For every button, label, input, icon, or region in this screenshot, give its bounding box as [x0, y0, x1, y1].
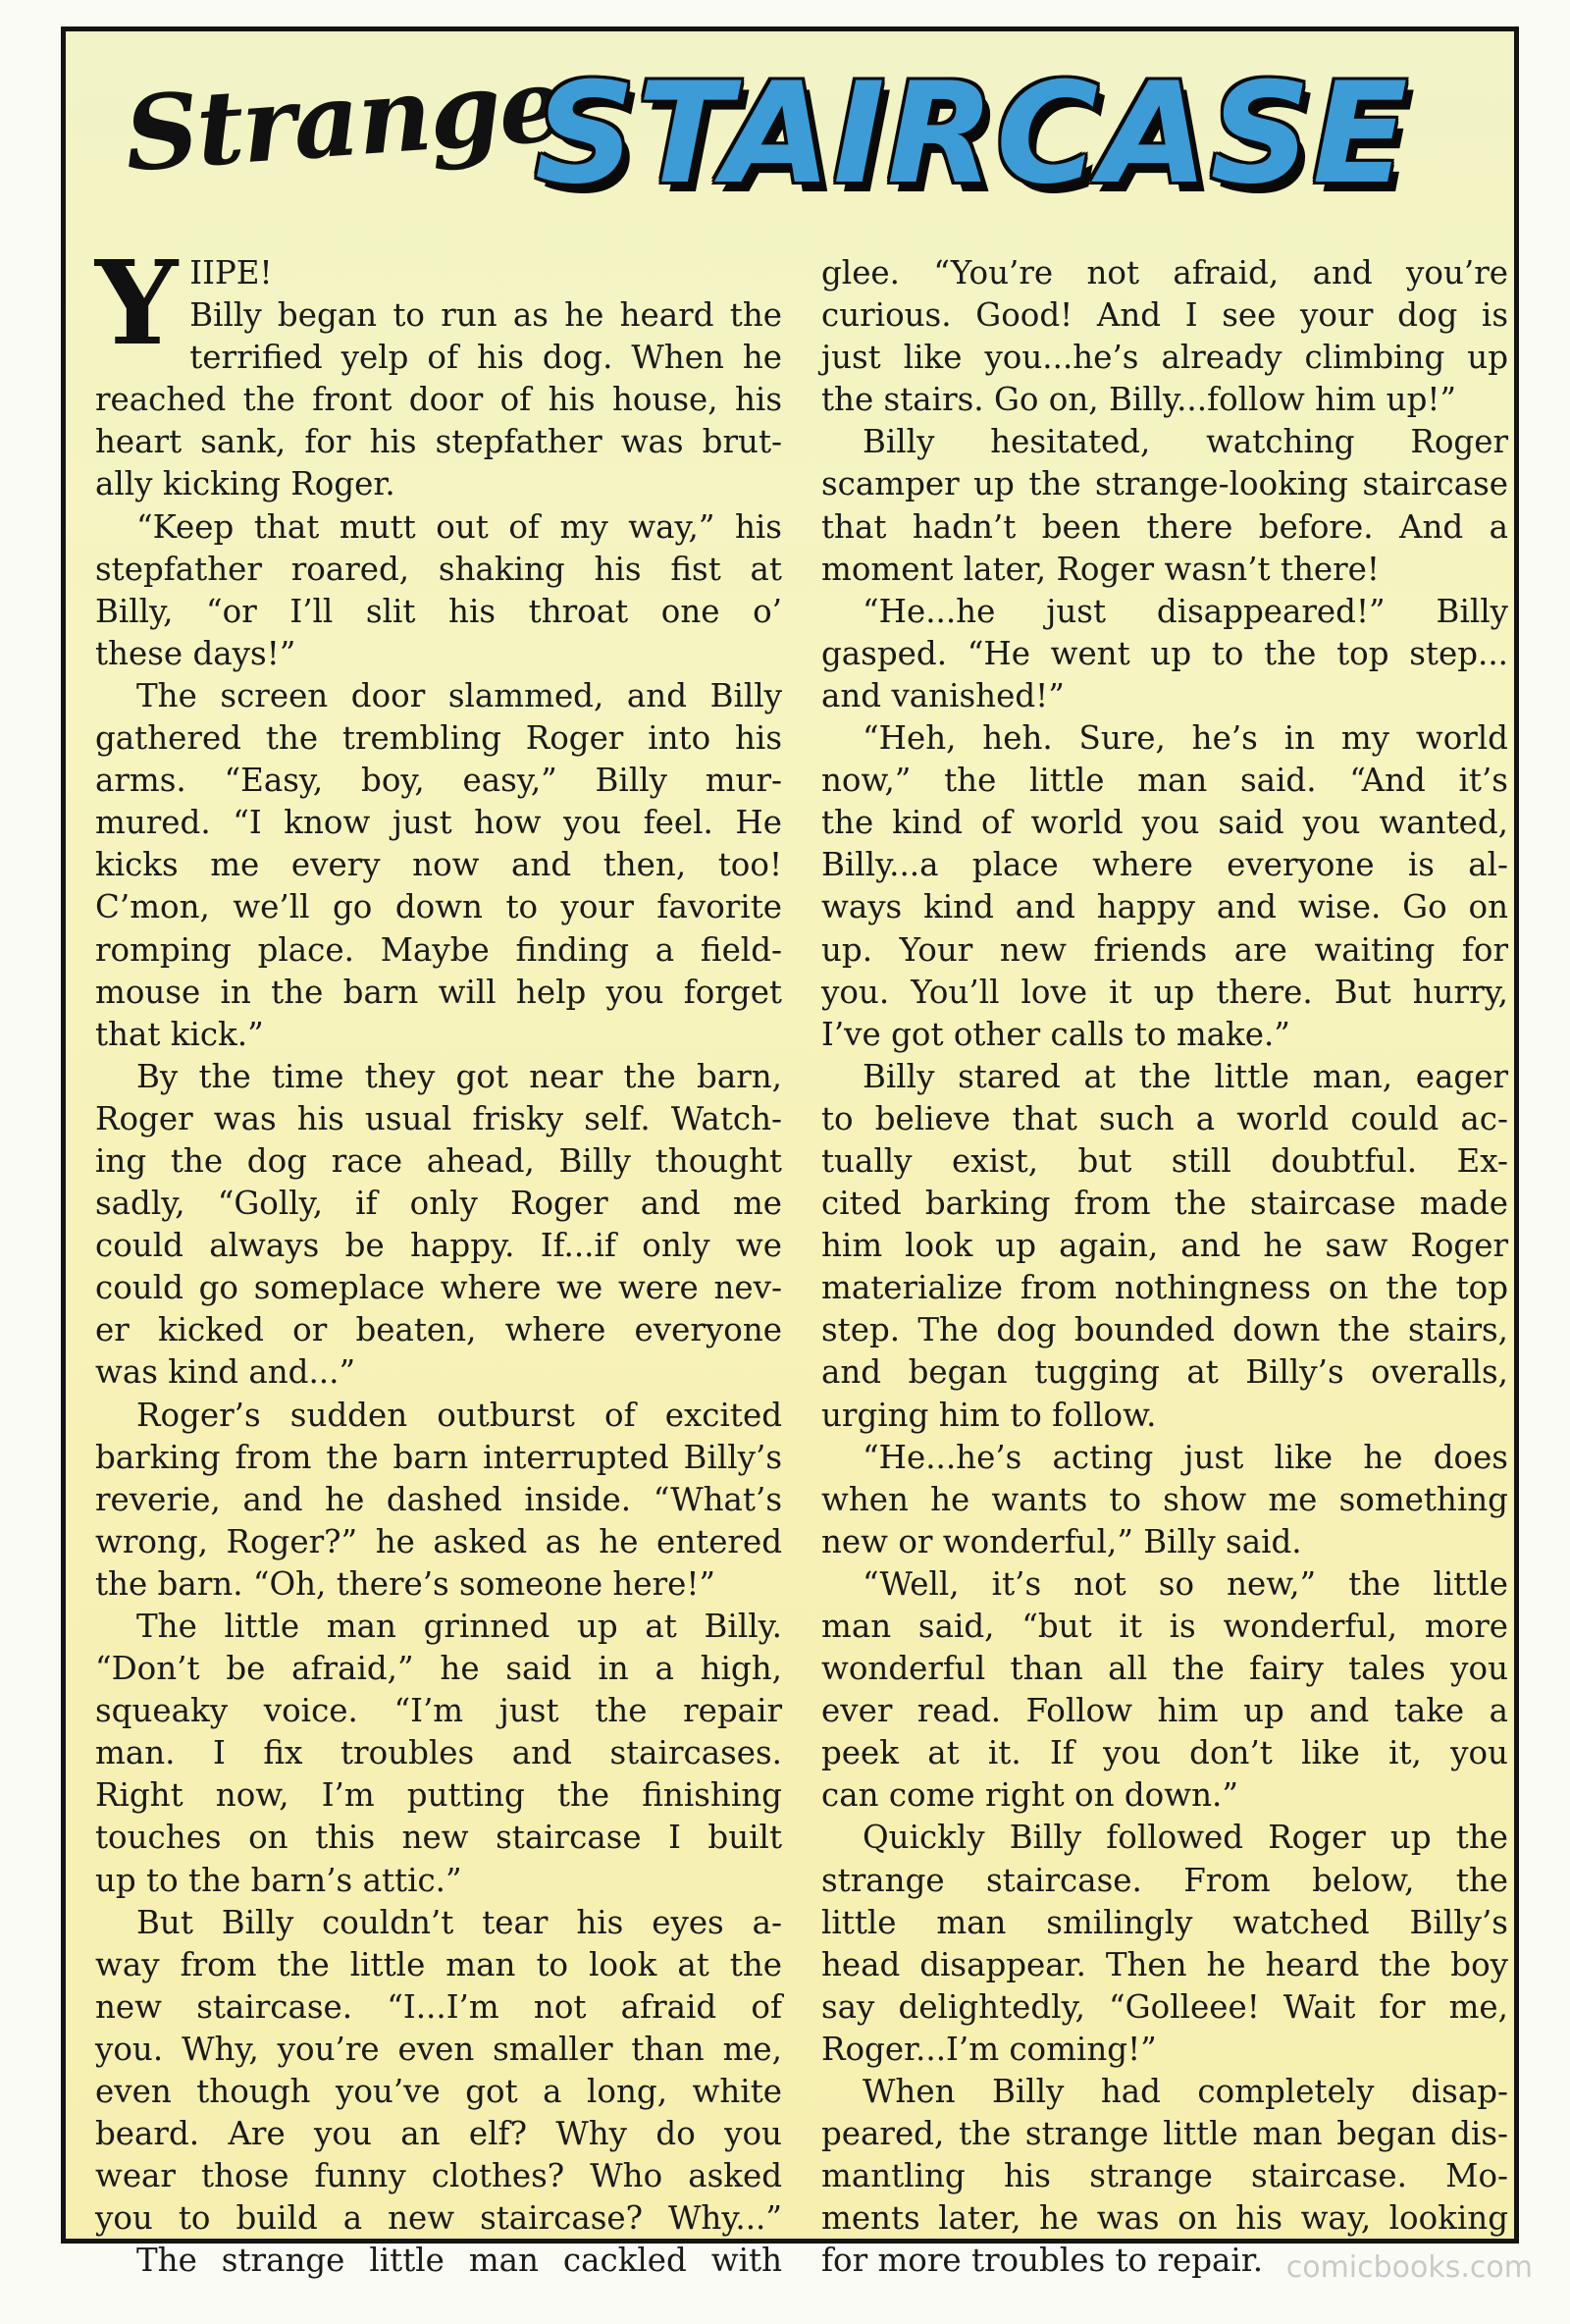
title-script-word: Strange	[121, 43, 566, 195]
text-line: By the time they got near the barn,	[136, 1057, 782, 1095]
text-line: sadly, “Golly, if only Roger and me	[95, 1185, 782, 1223]
text-line: peared, the strange little man began dis-	[821, 2115, 1508, 2153]
text-line: little man smilingly watched Billy’s	[821, 1903, 1508, 1941]
text-line: say delightedly, “Golleee! Wait for me,	[821, 1987, 1508, 2026]
text-line: glee. “You’re not afraid, and you’re	[821, 254, 1508, 291]
right-column	[821, 252, 1508, 2283]
text-line: Roger...I’m coming!”	[821, 2030, 1157, 2068]
text-line: squeaky voice. “I’m just the repair	[95, 1692, 782, 1730]
text-line: Billy began to run as he heard the	[189, 296, 782, 335]
text-line: cited barking from the staircase made	[821, 1185, 1508, 1223]
text-line: kicks me every now and then, too!	[95, 846, 782, 884]
text-line: strange staircase. From below, the	[821, 1861, 1508, 1899]
text-line: you. Why, you’re even smaller than me,	[95, 2030, 782, 2068]
text-line: C’mon, we’ll go down to your favorite	[95, 888, 782, 926]
text-line: romping place. Maybe finding a field-	[95, 930, 782, 969]
text-line: “He...he’s acting just like he does	[863, 1438, 1508, 1476]
text-line: these days!”	[95, 634, 296, 672]
text-line: could go someplace where we were nev-	[95, 1269, 782, 1307]
text-line: to believe that such a world could ac-	[821, 1099, 1508, 1137]
text-line: wear those funny clothes? Who asked	[95, 2157, 782, 2195]
drop-cap: Y	[95, 235, 179, 371]
text-line: The strange little man cackled with	[136, 2242, 782, 2280]
title-block-word: STAIRCASE	[535, 53, 1410, 215]
text-line: ments later, he was on his way, looking	[821, 2199, 1508, 2238]
text-line: when he wants to show me something	[821, 1480, 1508, 1518]
text-line: Billy hesitated, watching Roger	[863, 423, 1508, 461]
text-line: er kicked or beaten, where everyone	[95, 1311, 782, 1349]
text-line: “He...he just disappeared!” Billy	[863, 592, 1508, 630]
text-line: even though you’ve got a long, white	[95, 2073, 782, 2111]
left-column	[95, 235, 782, 2283]
text-line: mantling his strange staircase. Mo-	[821, 2157, 1508, 2195]
story-title	[66, 31, 1514, 252]
text-line: arms. “Easy, boy, easy,” Billy mur-	[95, 762, 782, 800]
text-line: and vanished!”	[821, 676, 1065, 714]
text-line: The screen door slammed, and Billy	[136, 676, 782, 714]
text-line: new or wonderful,” Billy said.	[821, 1522, 1302, 1560]
text-line: touches on this new staircase I built	[95, 1819, 782, 1857]
text-line: the kind of world you said you wanted,	[821, 804, 1508, 842]
text-line: the barn. “Oh, there’s someone here!”	[95, 1564, 716, 1603]
text-line: scamper up the strange-looking staircase	[821, 465, 1508, 503]
text-line: materialize from nothingness on the top	[821, 1269, 1508, 1307]
text-line: peek at it. If you don’t like it, you	[821, 1734, 1508, 1772]
text-line: was kind and...”	[95, 1353, 356, 1392]
text-line: ways kind and happy and wise. Go on	[821, 888, 1508, 926]
text-line: barking from the barn interrupted Billy’s	[95, 1438, 782, 1476]
text-line: gasped. “He went up to the top step...	[821, 634, 1508, 672]
text-line: mured. “I know just how you feel. He	[95, 804, 782, 842]
text-line: man. I fix troubles and staircases.	[95, 1734, 782, 1772]
text-line: gathered the trembling Roger into his	[95, 719, 782, 758]
text-line: way from the little man to look at the	[95, 1945, 782, 1983]
text-line: step. The dog bounded down the stairs,	[821, 1311, 1508, 1349]
text-line: for more troubles to repair.	[821, 2242, 1264, 2280]
text-line: you to build a new staircase? Why...”	[95, 2199, 782, 2238]
text-line: “Don’t be afraid,” he said in a high,	[95, 1650, 782, 1688]
text-line: up. Your new friends are waiting for	[821, 930, 1508, 969]
text-line: wrong, Roger?” he asked as he entered	[95, 1522, 782, 1560]
text-line: reverie, and he dashed inside. “What’s	[95, 1480, 782, 1518]
text-line: Roger’s sudden outburst of excited	[136, 1396, 782, 1434]
text-line: Billy...a place where everyone is al-	[821, 846, 1508, 884]
text-line: that kick.”	[95, 1015, 264, 1053]
text-line: terrified yelp of his dog. When he	[189, 339, 782, 377]
text-line: “Well, it’s not so new,” the little	[863, 1564, 1508, 1603]
text-line: Quickly Billy followed Roger up the	[863, 1819, 1508, 1857]
text-line: ing the dog race ahead, Billy thought	[95, 1141, 782, 1180]
text-line: new staircase. “I...I’m not afraid of	[95, 1987, 782, 2026]
text-line: The little man grinned up at Billy.	[136, 1608, 782, 1645]
text-line: Billy stared at the little man, eager	[863, 1057, 1508, 1095]
text-line: that hadn’t been there before. And a	[821, 507, 1508, 546]
text-line: I’ve got other calls to make.”	[821, 1015, 1290, 1053]
text-line: curious. Good! And I see your dog is	[821, 296, 1508, 335]
text-line: IIPE!	[189, 254, 273, 291]
text-line: and began tugging at Billy’s overalls,	[821, 1353, 1508, 1392]
text-line: man said, “but it is wonderful, more	[821, 1608, 1508, 1645]
text-line: mouse in the barn will help you forget	[95, 973, 782, 1011]
text-line: the stairs. Go on, Billy...follow him up!”	[821, 381, 1457, 419]
text-line: him look up again, and he saw Roger	[821, 1227, 1508, 1265]
text-line: tually exist, but still doubtful. Ex-	[821, 1141, 1508, 1180]
text-line: But Billy couldn’t tear his eyes a-	[136, 1903, 782, 1941]
text-line: When Billy had completely disap-	[863, 2073, 1508, 2111]
text-line: Right now, I’m putting the finishing	[95, 1776, 782, 1815]
site-watermark: comicbooks.com	[1285, 2250, 1533, 2285]
text-line: reached the front door of his house, his	[95, 381, 782, 419]
text-line: head disappear. Then he heard the boy	[821, 1945, 1508, 1983]
text-line: “Keep that mutt out of my way,” his	[136, 507, 782, 546]
text-line: heart sank, for his stepfather was brut-	[95, 423, 782, 461]
text-line: urging him to follow.	[821, 1396, 1157, 1434]
text-line: “Heh, heh. Sure, he’s in my world	[863, 719, 1508, 758]
text-line: wonderful than all the fairy tales you	[821, 1650, 1508, 1688]
text-line: just like you...he’s already climbing up	[821, 339, 1508, 377]
text-line: beard. Are you an elf? Why do you	[95, 2115, 782, 2153]
text-line: now,” the little man said. “And it’s	[821, 762, 1508, 800]
text-line: moment later, Roger wasn’t there!	[821, 550, 1380, 588]
text-line: ally kicking Roger.	[95, 465, 395, 503]
text-line: ever read. Follow him up and take a	[821, 1692, 1508, 1730]
text-line: you. You’ll love it up there. But hurry,	[821, 973, 1508, 1011]
text-line: can come right on down.”	[821, 1776, 1238, 1815]
text-line: Billy, “or I’ll slit his throat one o’	[95, 592, 782, 630]
text-line: up to the barn’s attic.”	[95, 1861, 462, 1899]
text-line: Roger was his usual frisky self. Watch-	[95, 1099, 782, 1137]
text-line: could always be happy. If...if only we	[95, 1227, 782, 1265]
text-line: stepfather roared, shaking his fist at	[95, 550, 782, 588]
